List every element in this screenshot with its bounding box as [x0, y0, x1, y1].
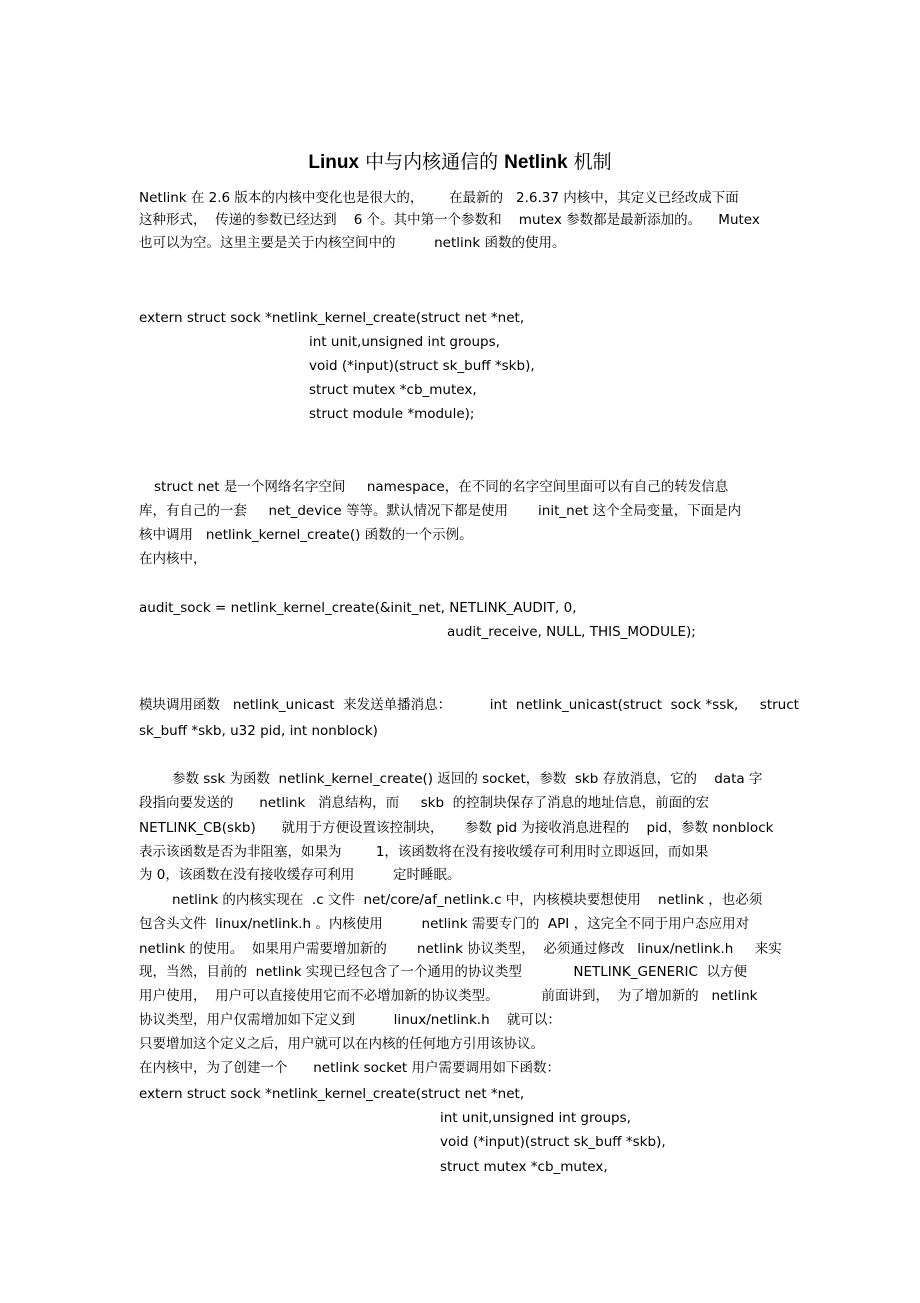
text-line: 只要增加这个定义之后，用户就可以在内核的任何地方引用该协议。 [139, 1036, 544, 1052]
code-line: struct mutex *cb_mutex, [309, 382, 477, 398]
text-line: 包含头文件 linux/netlink.h 。内核使用 netlink 需要专门的 API ，这完全不同于用户态应用对 [139, 916, 750, 932]
code-line: void (*input)(struct sk_buff *skb), [309, 358, 535, 374]
text-line: 也可以为空。这里主要是关于内核空间中的 netlink 函数的使用。 [139, 235, 566, 251]
text-line: 协议类型，用户仅需增加如下定义到 linux/netlink.h 就可以： [139, 1012, 561, 1028]
text-line: Netlink 在 2.6 版本的内核中变化也是很大的， 在最新的 2.6.37 内核中，其定义已经改成下面 [139, 190, 739, 206]
code-line: audit_receive, NULL, THIS_MODULE); [447, 624, 696, 640]
text-line: netlink 的使用。 如果用户需要增加新的 netlink 协议类型， 必须通过修改 linux/netlink.h 来实 [139, 941, 782, 957]
code-line: int unit,unsigned int groups, [309, 334, 500, 350]
text-line: 段指向要发送的 netlink 消息结构，而 skb 的控制块保存了消息的地址信息，前面的宏 [139, 795, 710, 811]
text-line: 为 0，该函数在没有接收缓存可利用 定时睡眠。 [139, 867, 461, 883]
text-line: 表示该函数是否为非阻塞，如果为 1，该函数将在没有接收缓存可利用时立即返回，而如果 [139, 844, 709, 860]
code-line: extern struct sock *netlink_kernel_create(struct net *net, [139, 1086, 525, 1102]
code-line: int unit,unsigned int groups, [440, 1110, 631, 1126]
code-line: struct module *module); [309, 406, 475, 422]
text-line: 核中调用 netlink_kernel_create() 函数的一个示例。 [139, 527, 473, 543]
code-line: extern struct sock *netlink_kernel_create(struct net *net, [139, 310, 525, 326]
text-line: 这种形式， 传递的参数已经达到 6 个。其中第一个参数和 mutex 参数都是最新添加的。 Mutex [139, 212, 760, 228]
text-line: 库，有自己的一套 net_device 等等。默认情况下都是使用 init_net 这个全局变量，下面是内 [139, 503, 742, 519]
text-line: 参数 ssk 为函数 netlink_kernel_create() 返回的 socket，参数 skb 存放消息，它的 data 字 [172, 771, 763, 787]
code-line: audit_sock = netlink_kernel_create(&init_net, NETLINK_AUDIT, 0, [139, 600, 577, 616]
text-line: NETLINK_CB(skb) 就用于方便设置该控制块， 参数 pid 为接收消息进程的 pid，参数 nonblock [139, 820, 774, 836]
text-line: 在内核中，为了创建一个 netlink socket 用户需要调用如下函数： [139, 1060, 561, 1076]
text-line: struct net 是一个网络名字空间 namespace，在不同的名字空间里面可以有自己的转发信息 [154, 479, 729, 495]
text-line: 现，当然，目前的 netlink 实现已经包含了一个通用的协议类型 NETLINK_GENERIC 以方便 [139, 964, 747, 980]
text-line: 模块调用函数 netlink_unicast 来发送单播消息： int netlink_unicast(struct sock *ssk, struct [139, 697, 799, 713]
code-line: void (*input)(struct sk_buff *skb), [440, 1134, 666, 1150]
code-line: struct mutex *cb_mutex, [440, 1159, 608, 1175]
text-line: 在内核中， [139, 551, 207, 567]
text-line: sk_buff *skb, u32 pid, int nonblock) [139, 723, 378, 739]
text-line: 用户使用， 用户可以直接使用它而不必增加新的协议类型。 前面讲到， 为了增加新的 netlink [139, 988, 758, 1004]
page-title: Linux 中与内核通信的 Netlink 机制 [308, 151, 612, 173]
text-line: netlink 的内核实现在 .c 文件 net/core/af_netlink.c 中，内核模块要想使用 netlink ，也必须 [172, 892, 763, 908]
